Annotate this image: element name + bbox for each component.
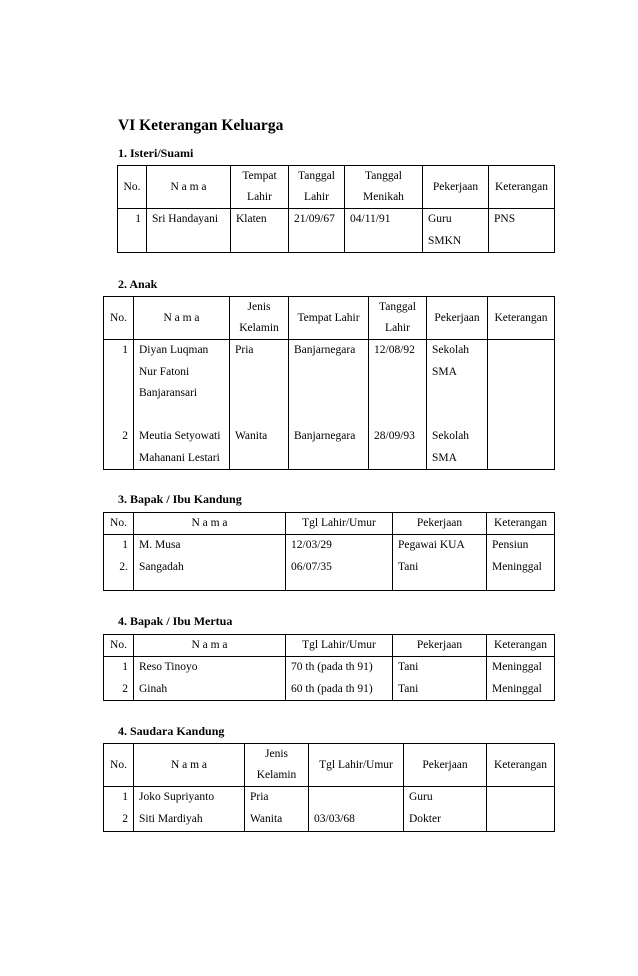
table-header-row (104, 635, 555, 657)
cell-no: 1 2 (104, 340, 134, 470)
header-tanggal-lahir: Tanggal Lahir (289, 166, 345, 209)
header-no: No. (104, 513, 134, 535)
cell-tanggal: 12/08/92 28/09/93 (369, 340, 427, 470)
header-pekerjaan: Pekerjaan (393, 513, 487, 535)
cell-tgl: 70 th (pada th 91) 60 th (pada th 91) (286, 657, 393, 701)
header-nama: N a m a (134, 635, 286, 657)
cell-pekerjaan: Guru SMKN (423, 209, 489, 253)
cell-tanggal: 21/09/67 (289, 209, 345, 253)
header-tempat-lahir: Tempat Lahir (231, 166, 289, 209)
table-row (118, 209, 555, 253)
table-row (104, 340, 555, 470)
table-header-row (118, 166, 555, 209)
header-jenis-kelamin: Jenis Kelamin (230, 297, 289, 340)
header-jenis-kelamin: Jenis Kelamin (245, 744, 309, 787)
header-pekerjaan: Pekerjaan (423, 166, 489, 209)
cell-jenis-kelamin: Pria Wanita (230, 340, 289, 470)
table-header-row (104, 297, 555, 340)
cell-keterangan: Pensiun Meninggal (487, 535, 555, 591)
header-tgl-lahir-umur: Tgl Lahir/Umur (309, 744, 404, 787)
header-nama: N a m a (147, 166, 231, 209)
cell-pekerjaan: Guru Dokter (404, 787, 487, 832)
header-nama: N a m a (134, 744, 245, 787)
cell-nama: Joko Supriyanto Siti Mardiyah (134, 787, 245, 832)
cell-pekerjaan: Sekolah SMA Sekolah SMA (427, 340, 488, 470)
table-header-row (104, 744, 555, 787)
cell-keterangan (487, 787, 555, 832)
header-nama: N a m a (134, 513, 286, 535)
header-tgl-lahir-umur: Tgl Lahir/Umur (286, 513, 393, 535)
section-heading-isteri-suami: 1. Isteri/Suami (118, 146, 194, 160)
cell-jenis-kelamin: Pria Wanita (245, 787, 309, 832)
cell-nama: Sri Handayani (147, 209, 231, 253)
cell-tgl: 12/03/29 06/07/35 (286, 535, 393, 591)
header-pekerjaan: Pekerjaan (393, 635, 487, 657)
cell-tempat: Klaten (231, 209, 289, 253)
table-row (104, 535, 555, 591)
cell-keterangan (488, 340, 555, 470)
cell-no: 1 (118, 209, 147, 253)
header-keterangan: Keterangan (487, 635, 555, 657)
section-heading-anak: 2. Anak (118, 277, 158, 291)
header-keterangan: Keterangan (489, 166, 555, 209)
header-keterangan: Keterangan (488, 297, 555, 340)
header-nama: N a m a (134, 297, 230, 340)
table-isteri-suami (117, 165, 555, 253)
header-pekerjaan: Pekerjaan (404, 744, 487, 787)
table-bapak-ibu-kandung (103, 512, 555, 591)
table-bapak-ibu-mertua (103, 634, 555, 701)
cell-tempat: Banjarnegara Banjarnegara (289, 340, 369, 470)
cell-no: 1 2. (104, 535, 134, 591)
document-title: VI Keterangan Keluarga (118, 117, 284, 134)
header-keterangan: Keterangan (487, 513, 555, 535)
table-anak (103, 296, 555, 470)
cell-nama: M. Musa Sangadah (134, 535, 286, 591)
cell-no: 1 2 (104, 787, 134, 832)
header-tanggal-menikah: Tanggal Menikah (345, 166, 423, 209)
table-row (104, 657, 555, 701)
table-saudara-kandung (103, 743, 555, 832)
header-tanggal-lahir: Tanggal Lahir (369, 297, 427, 340)
header-pekerjaan: Pekerjaan (427, 297, 488, 340)
header-tgl-lahir-umur: Tgl Lahir/Umur (286, 635, 393, 657)
cell-pekerjaan: Pegawai KUA Tani (393, 535, 487, 591)
header-tempat-lahir: Tempat Lahir (289, 297, 369, 340)
table-header-row (104, 513, 555, 535)
cell-keterangan: PNS (489, 209, 555, 253)
section-heading-saudara-kandung: 4. Saudara Kandung (118, 724, 225, 738)
header-no: No. (104, 744, 134, 787)
cell-tgl: 03/03/68 (309, 787, 404, 832)
header-no: No. (104, 635, 134, 657)
section-heading-bapak-ibu-kandung: 3. Bapak / Ibu Kandung (118, 492, 242, 506)
table-row (104, 787, 555, 832)
header-no: No. (118, 166, 147, 209)
cell-no: 1 2 (104, 657, 134, 701)
section-heading-bapak-ibu-mertua: 4. Bapak / Ibu Mertua (118, 614, 233, 628)
header-keterangan: Keterangan (487, 744, 555, 787)
cell-pekerjaan: Tani Tani (393, 657, 487, 701)
cell-keterangan: Meninggal Meninggal (487, 657, 555, 701)
cell-menikah: 04/11/91 (345, 209, 423, 253)
header-no: No. (104, 297, 134, 340)
cell-nama: Diyan Luqman Nur Fatoni Banjaransari Meutia Setyowati Mahanani Lestari (134, 340, 230, 470)
cell-nama: Reso Tinoyo Ginah (134, 657, 286, 701)
